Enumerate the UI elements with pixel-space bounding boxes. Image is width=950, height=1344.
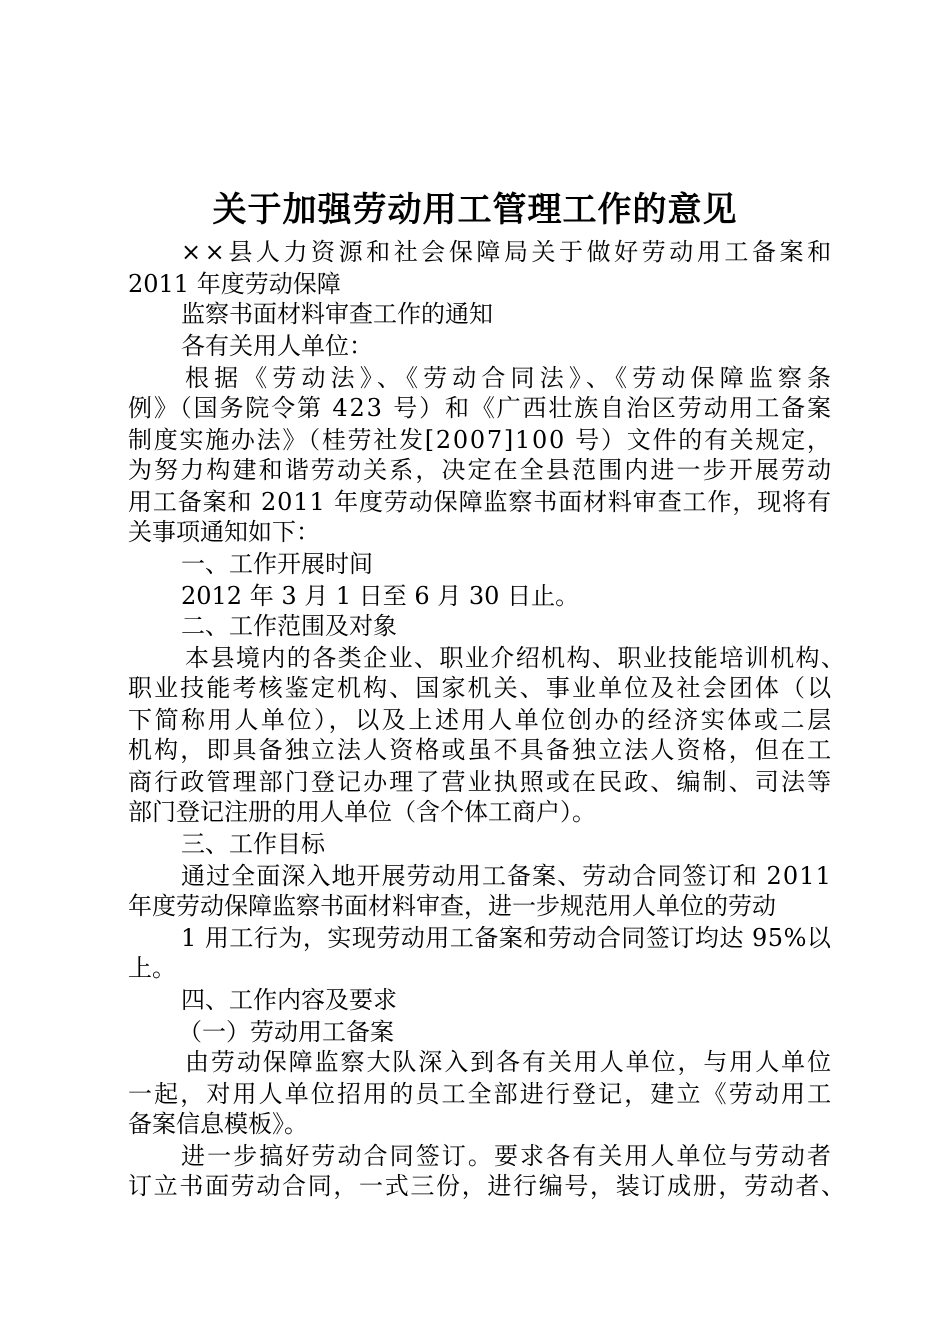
text-line: 职业技能考核鉴定机构、国家机关、事业单位及社会团体（以 [128,674,834,702]
section-heading: 三、工作目标 [181,830,325,858]
text-line: 监察书面材料审查工作的通知 [181,300,493,328]
text-line: 年度劳动保障监察书面材料审查，进一步规范用人单位的劳动 [128,892,776,920]
document-title: 关于加强劳动用工管理工作的意见 [212,190,738,230]
text-line: 关事项通知如下： [128,518,320,546]
text-line: 为努力构建和谐劳动关系，决定在全县范围内进一步开展劳动 [128,456,834,484]
section-heading: 四、工作内容及要求 [181,986,397,1014]
text-line: 用工备案和 2011 年度劳动保障监察书面材料审查工作，现将有 [128,488,832,516]
text-line: 本县境内的各类企业、职业介绍机构、职业技能培训机构、 [185,644,847,672]
text-line: 下简称用人单位），以及上述用人单位创办的经济实体或二层 [128,706,834,734]
text-line: 机构，即具备独立法人资格或虽不具备独立法人资格，但在工 [128,736,834,764]
text-line: 例》（国务院令第 423 号）和《广西壮族自治区劳动用工备案 [128,394,833,422]
subsection-heading: （一）劳动用工备案 [178,1018,394,1046]
text-line: ××县人力资源和社会保障局关于做好劳动用工备案和 [181,238,835,266]
text-line: 由劳动保障监察大队深入到各有关用人单位，与用人单位 [185,1048,833,1076]
section-heading: 一、工作开展时间 [181,550,373,578]
text-line: 1 用工行为，实现劳动用工备案和劳动合同签订均达 95%以 [181,924,832,952]
text-line: 制度实施办法》（桂劳社发[2007]100 号）文件的有关规定， [128,426,833,454]
text-line: 一起，对用人单位招用的员工全部进行登记，建立《劳动用工 [128,1080,834,1108]
text-line: 根据《劳动法》、《劳动合同法》、《劳动保障监察条 [185,364,837,392]
text-line: 上。 [128,954,176,982]
text-line: 各有关用人单位： [181,332,373,360]
text-line: 2012 年 3 月 1 日至 6 月 30 日止。 [181,582,580,610]
text-line: 商行政管理部门登记办理了营业执照或在民政、编制、司法等 [128,768,834,796]
text-line: 部门登记注册的用人单位（含个体工商户）。 [128,798,596,826]
text-line: 备案信息模板》。 [128,1110,308,1138]
section-heading: 二、工作范围及对象 [181,612,397,640]
text-line: 通过全面深入地开展劳动用工备案、劳动合同签订和 2011 [181,862,832,890]
text-line: 进一步搞好劳动合同签订。要求各有关用人单位与劳动者 [181,1142,833,1170]
text-line: 订立书面劳动合同，一式三份，进行编号，装订成册，劳动者、 [128,1172,847,1200]
text-line: 2011 年度劳动保障 [128,270,341,298]
